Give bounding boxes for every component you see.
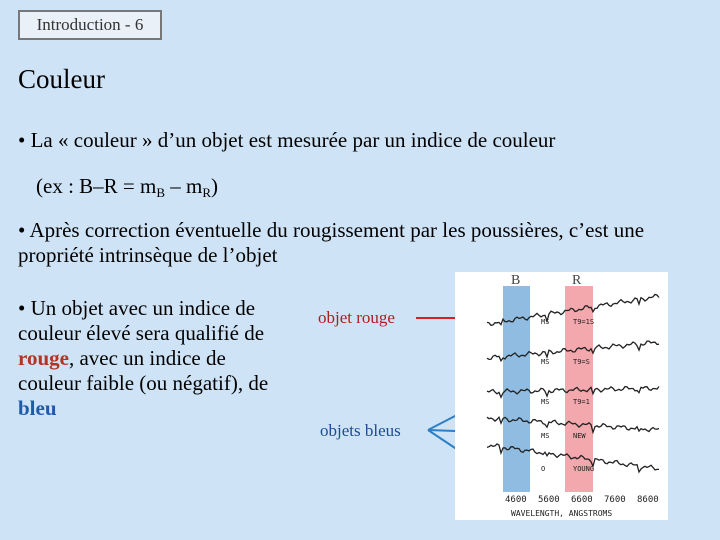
formula-sub-b: B bbox=[156, 185, 166, 200]
spectra-plot bbox=[455, 272, 668, 520]
wavelength-tick-label: 7600 bbox=[604, 495, 626, 505]
label-objet-rouge: objet rouge bbox=[318, 308, 395, 327]
spectrum-class-label: NEW bbox=[573, 432, 586, 440]
band-r-label: R bbox=[572, 273, 582, 288]
bullet-intrinsic: • Après correction éventuelle du rougissement par les poussières, c’est une propriété intrinsèque de l’objet bbox=[18, 218, 645, 267]
spectrum-type-label: MS bbox=[541, 318, 550, 326]
wavelength-axis-label: WAVELENGTH, ANGSTROMS bbox=[511, 509, 613, 518]
bullet-color-index: • La « couleur » d’un objet est mesurée par un indice de couleur bbox=[18, 128, 556, 152]
wavelength-tick-label: 5600 bbox=[538, 495, 560, 505]
spectrum-class-label: T9=S bbox=[573, 358, 590, 366]
label-objets-bleus: objets bleus bbox=[320, 421, 401, 440]
bullet-part2: , avec un indice de couleur faible (ou négatif), de bbox=[18, 346, 269, 395]
formula-suffix: ) bbox=[211, 174, 219, 198]
spectrum-class-label: YOUNG bbox=[573, 465, 595, 473]
spectrum-type-label: MS bbox=[541, 358, 550, 366]
spectra-figure bbox=[455, 272, 668, 520]
band-b-label: B bbox=[511, 273, 521, 288]
slide-tag: Introduction - 6 bbox=[18, 10, 162, 40]
wavelength-tick-label: 6600 bbox=[571, 495, 593, 505]
spectrum-type-label: MS bbox=[541, 398, 550, 406]
spectrum-class-label: T9=1 bbox=[573, 398, 590, 406]
spectrum-type-label: O bbox=[541, 465, 546, 473]
slide-title: Couleur bbox=[18, 64, 105, 94]
spectrum-type-label: MS bbox=[541, 432, 550, 440]
wavelength-tick-label: 8600 bbox=[637, 495, 659, 505]
formula-prefix: (ex : B–R = m bbox=[36, 174, 157, 198]
word-bleu: bleu bbox=[18, 396, 57, 420]
spectrum-class-label: T9=1S bbox=[573, 318, 595, 326]
word-rouge: rouge bbox=[18, 346, 69, 370]
bullet-part1: • Un objet avec un indice de couleur élevé sera qualifié de bbox=[18, 296, 265, 345]
formula-sub-r: R bbox=[202, 185, 212, 200]
formula-mid: – m bbox=[165, 174, 203, 198]
wavelength-ticks bbox=[505, 495, 659, 505]
wavelength-tick-label: 4600 bbox=[505, 495, 527, 505]
